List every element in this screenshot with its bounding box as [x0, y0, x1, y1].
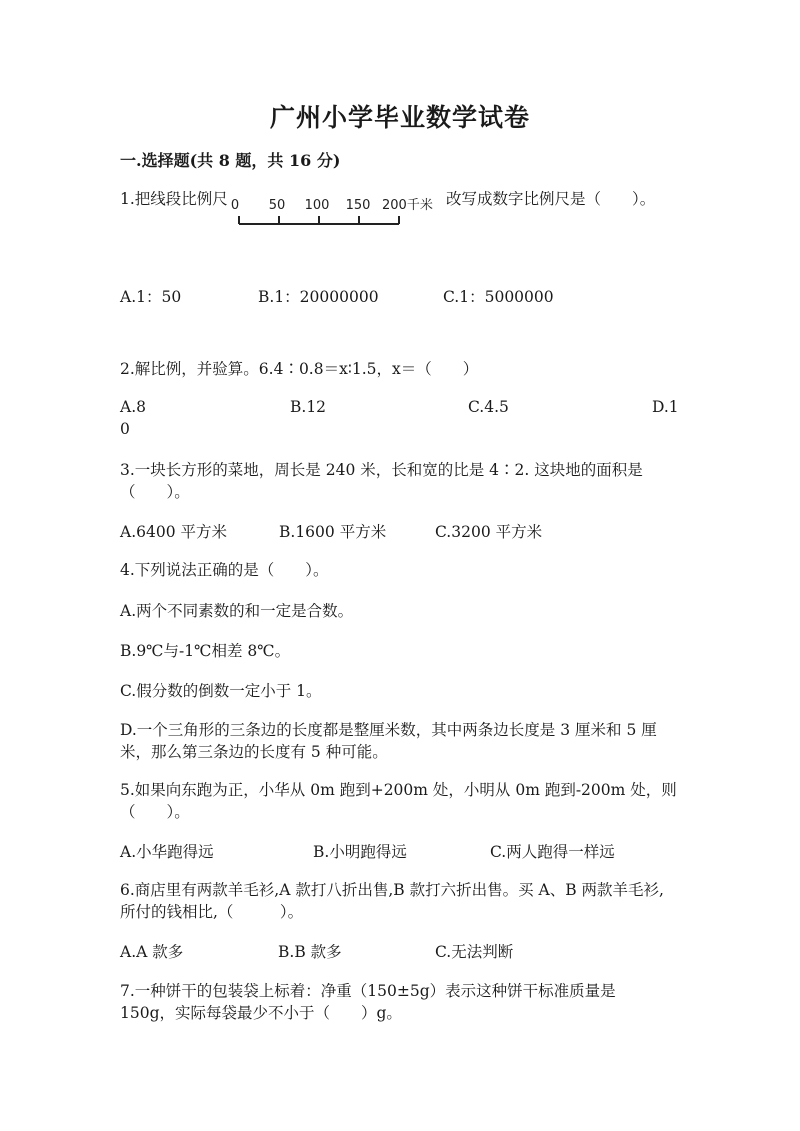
q1-option-c: C.1：5000000 — [443, 288, 554, 306]
q3-option-c: C.3200 平方米 — [435, 523, 543, 541]
q2-option-a: A.8 — [120, 398, 146, 416]
q4-option-d-line2: 米，那么第三条边的长度有 5 种可能。 — [120, 743, 388, 761]
q5-option-c: C.两人跑得一样远 — [490, 843, 615, 861]
q6-option-a: A.A 款多 — [120, 943, 184, 961]
q6-option-b: B.B 款多 — [278, 943, 342, 961]
question-1-suffix: 改写成数字比例尺是（ ）。 — [446, 190, 656, 208]
q1-option-a: A.1：50 — [120, 288, 182, 306]
q5-option-b: B.小明跑得远 — [313, 843, 407, 861]
q5-option-a: A.小华跑得远 — [120, 843, 214, 861]
scale-tick-label: 50 — [268, 198, 286, 213]
q2-option-d: D.1 — [652, 398, 679, 416]
section-heading: 一.选择题(共 8 题，共 16 分) — [120, 151, 341, 170]
q4-option-d-line1: D.一个三角形的三条边的长度都是整厘米数，其中两条边长度是 3 厘米和 5 厘 — [120, 721, 657, 739]
q3-option-a: A.6400 平方米 — [120, 523, 227, 541]
question-6-line2: 所付的钱相比,（ ）。 — [120, 903, 304, 921]
question-3-line2: （ ）。 — [120, 483, 190, 501]
q2-option-b: B.12 — [290, 398, 327, 416]
q2-option-d-wrap: 0 — [120, 420, 130, 438]
scale-tick-label: 0 — [230, 198, 240, 213]
q3-option-b: B.1600 平方米 — [279, 523, 387, 541]
q4-option-c: C.假分数的倒数一定小于 1。 — [120, 682, 322, 700]
question-6-line1: 6.商店里有两款羊毛衫,A 款打八折出售,B 款打六折出售。买 A、B 两款羊毛衫, — [120, 881, 664, 899]
question-7-line2: 150g，实际每袋最少不小于（ ）g。 — [120, 1004, 402, 1022]
question-3-line1: 3.一块长方形的菜地，周长是 240 米，长和宽的比是 4∶2. 这块地的面积是 — [120, 461, 643, 479]
question-1-prefix: 1.把线段比例尺 — [120, 190, 228, 208]
question-5-line2: （ ）。 — [120, 803, 190, 821]
scale-tick-label: 200千米 — [382, 198, 433, 213]
question-2-text: 2.解比例，并验算。6.4∶0.8＝x∶1.5，x＝（ ） — [120, 360, 479, 378]
scale-bar-image — [232, 192, 447, 232]
question-4-text: 4.下列说法正确的是（ ）。 — [120, 561, 329, 579]
scale-tick-label: 100 — [304, 198, 330, 213]
q2-option-c: C.4.5 — [468, 398, 509, 416]
page-title: 广州小学毕业数学试卷 — [269, 103, 530, 132]
question-7-line1: 7.一种饼干的包装袋上标着：净重（150±5g）表示这种饼干标准质量是 — [120, 982, 616, 1000]
q4-option-a: A.两个不同素数的和一定是合数。 — [120, 602, 354, 620]
question-5-line1: 5.如果向东跑为正，小华从 0m 跑到+200m 处，小明从 0m 跑到-200m 处，则 — [120, 781, 677, 799]
q6-option-c: C.无法判断 — [435, 943, 514, 961]
q1-option-b: B.1：20000000 — [258, 288, 379, 306]
q4-option-b: B.9℃与-1℃相差 8℃。 — [120, 642, 291, 660]
scale-tick-label: 150 — [345, 198, 371, 213]
